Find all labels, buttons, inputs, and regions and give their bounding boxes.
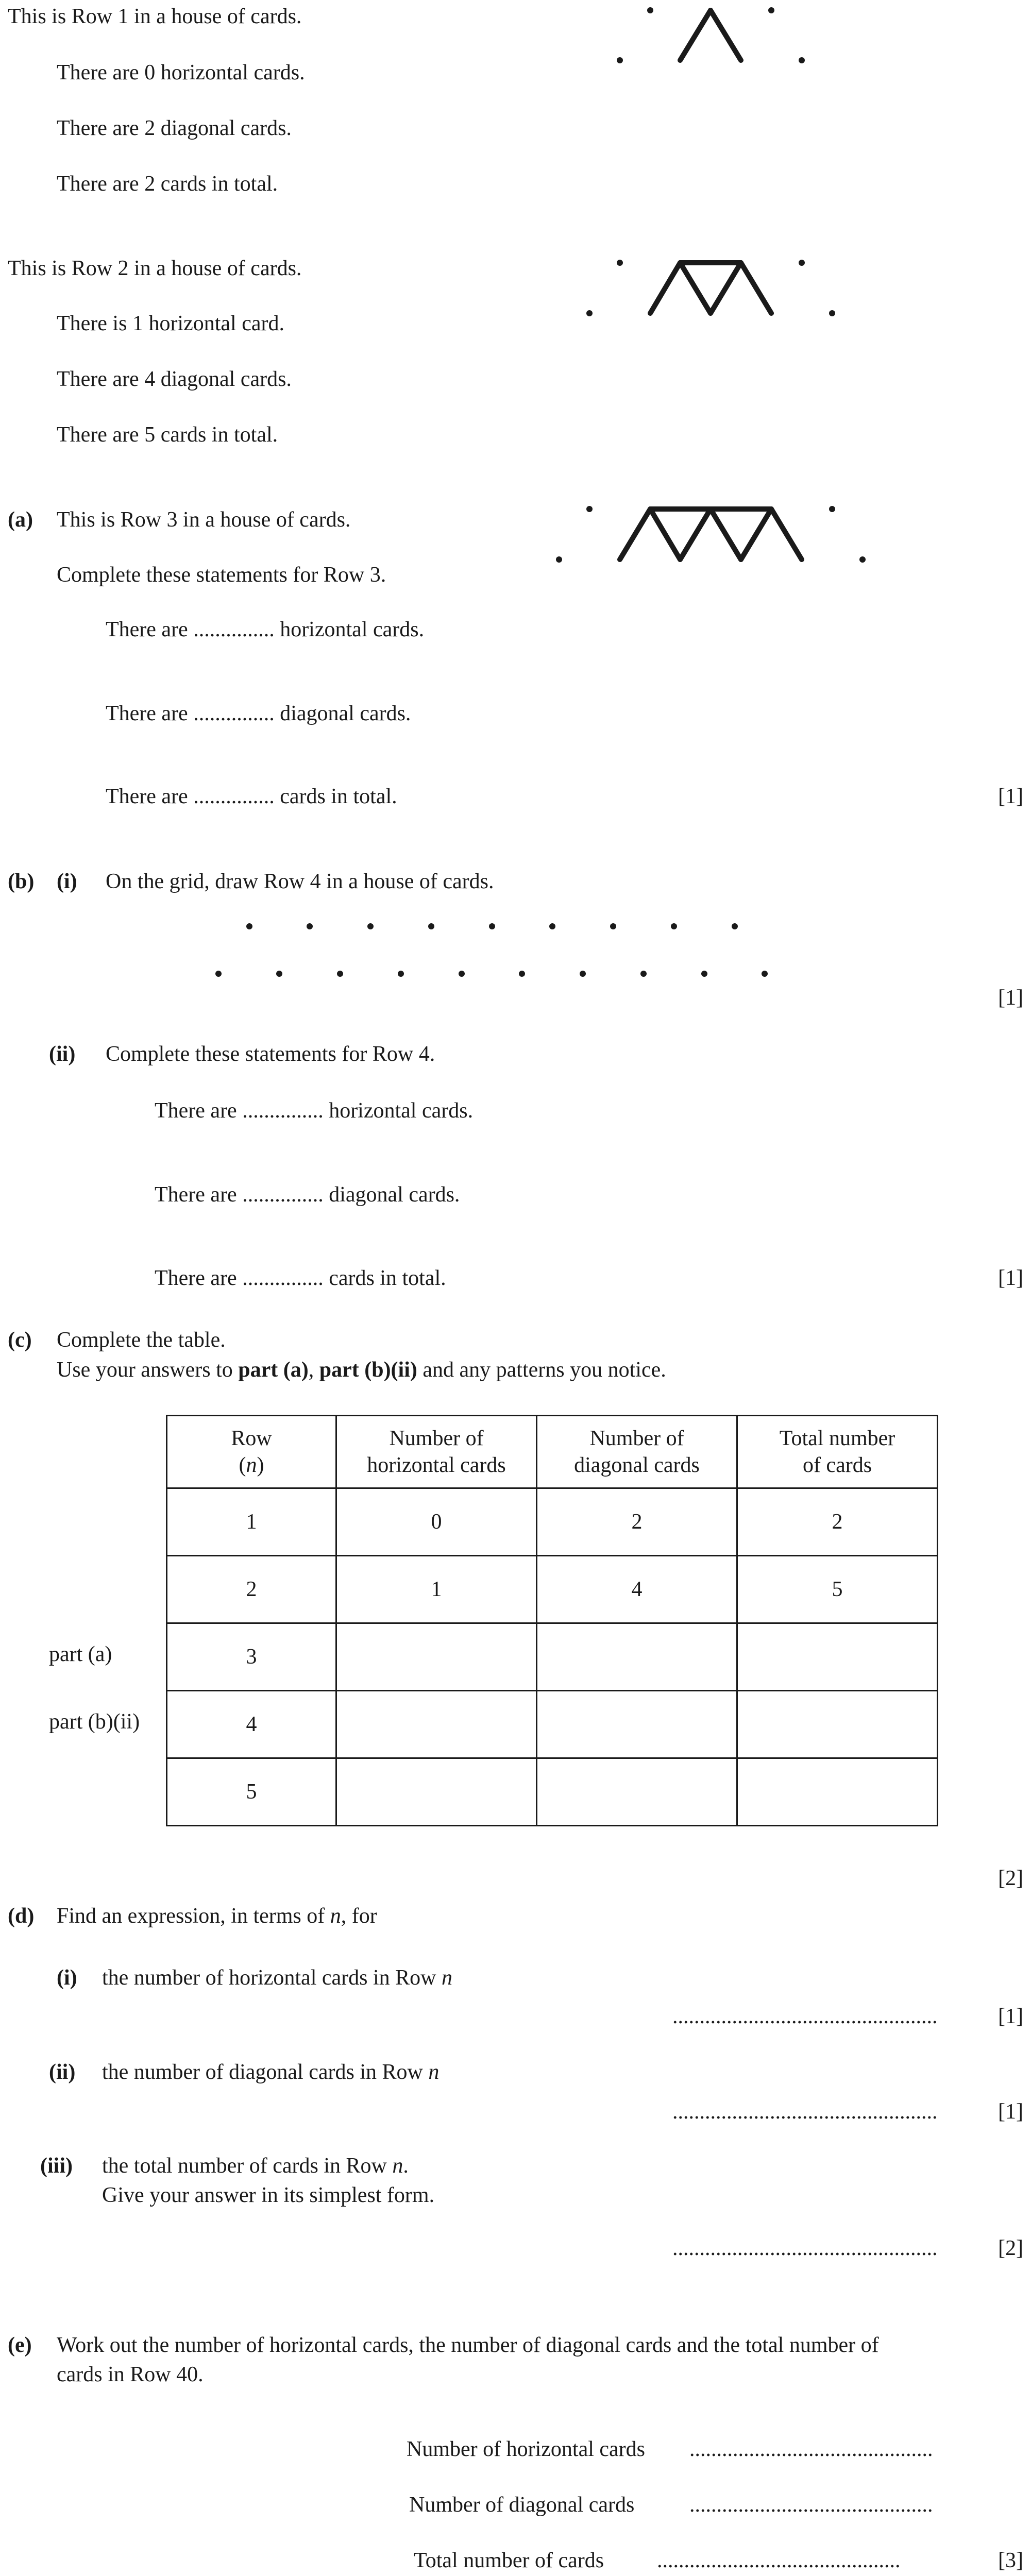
part-e-total-label: Total number of cards <box>414 2549 604 2572</box>
grid-dot <box>428 923 434 929</box>
row3-diagram <box>556 506 866 563</box>
grid-dot <box>647 7 653 13</box>
diagonal-card <box>771 509 802 560</box>
grid-dot <box>215 971 222 977</box>
part-b-label: (b) <box>8 870 35 893</box>
part-e-diagonal-answer[interactable]: ............................................. <box>689 2493 933 2517</box>
part-e-total-answer[interactable]: ............................................. <box>657 2549 901 2572</box>
grid-dot <box>829 310 835 316</box>
diagonal-card <box>711 509 741 560</box>
row1-total: There are 2 cards in total. <box>57 172 278 196</box>
part-c-marks: [2] <box>998 1867 1023 1890</box>
diagonal-card <box>650 263 680 313</box>
grid-dot <box>586 310 593 316</box>
table-answer-cell[interactable] <box>737 1758 938 1826</box>
part-c-instruction-1: Complete the table. <box>57 1328 226 1352</box>
part-e-horizontal-label: Number of horizontal cards <box>407 2437 646 2461</box>
diagonal-card <box>650 509 680 560</box>
grid-dot <box>701 971 707 977</box>
part-d-text-i: the number of horizontal cards in Row n <box>102 1966 452 1990</box>
header-horizontal: Number of horizontal cards <box>336 1416 537 1488</box>
grid-dot <box>617 260 623 266</box>
part-d-marks-i: [1] <box>998 2005 1023 2028</box>
table-cell: 3 <box>167 1623 336 1691</box>
part-c-instruction-2: Use your answers to part (a), part (b)(ii) and any patterns you notice. <box>57 1358 666 1382</box>
diagonal-card <box>680 263 711 313</box>
diagonal-card <box>680 509 711 560</box>
part-d-answer-iii[interactable]: ................................................. <box>672 2236 938 2260</box>
part-d-sub-i: (i) <box>57 1966 77 1990</box>
table-cell: 2 <box>537 1488 737 1556</box>
part-d-marks-ii: [1] <box>998 2100 1023 2124</box>
row4-dot-grid[interactable] <box>215 923 768 977</box>
grid-dot <box>799 260 805 266</box>
part-a-title: This is Row 3 in a house of cards. <box>57 508 351 532</box>
part-d-instruction: Find an expression, in terms of n, for <box>57 1904 377 1928</box>
part-d-answer-i[interactable]: ................................................. <box>672 2005 938 2028</box>
grid-dot <box>829 506 835 512</box>
part-d-sub-iii: (iii) <box>40 2154 73 2178</box>
part-b-instruction-i: On the grid, draw Row 4 in a house of cards. <box>106 870 494 893</box>
part-b-horizontal[interactable]: There are ............... horizontal cards. <box>155 1099 474 1123</box>
row2-diagonal: There are 4 diagonal cards. <box>57 367 292 391</box>
diagonal-card <box>680 10 711 60</box>
table-cell: 5 <box>737 1556 938 1623</box>
grid-dot <box>489 923 495 929</box>
header-total: Total number of cards <box>737 1416 938 1488</box>
row2-horizontal: There is 1 horizontal card. <box>57 312 284 335</box>
part-d-label: (d) <box>8 1904 35 1928</box>
row2-title: This is Row 2 in a house of cards. <box>8 257 302 280</box>
table-row <box>167 1623 938 1691</box>
table-cell: 5 <box>167 1758 336 1826</box>
grid-dot <box>586 506 593 512</box>
header-diagonal: Number of diagonal cards <box>537 1416 737 1488</box>
header-row-n: Row (n) <box>167 1416 336 1488</box>
part-a-horizontal[interactable]: There are ............... horizontal cards. <box>106 618 425 641</box>
part-e-line1: Work out the number of horizontal cards, the number of diagonal cards and the total number of <box>57 2333 879 2357</box>
part-a-diagonal[interactable]: There are ............... diagonal cards. <box>106 702 411 725</box>
grid-dot <box>459 971 465 977</box>
grid-dot <box>762 971 768 977</box>
side-label-part-b-ii: part (b)(ii) <box>49 1710 140 1734</box>
row1-diagram <box>617 7 805 63</box>
table-answer-cell[interactable] <box>737 1623 938 1691</box>
table-row <box>167 1758 938 1826</box>
table-cell: 1 <box>336 1556 537 1623</box>
grid-dot <box>556 556 562 563</box>
table-cell: 2 <box>737 1488 938 1556</box>
part-b-diagonal[interactable]: There are ............... diagonal cards. <box>155 1183 460 1207</box>
table-answer-cell[interactable] <box>537 1691 737 1758</box>
table-cell: 0 <box>336 1488 537 1556</box>
part-d-text-ii: the number of diagonal cards in Row n <box>102 2060 440 2084</box>
grid-dot <box>337 971 343 977</box>
part-b-sub-i: (i) <box>57 870 77 893</box>
row2-diagram <box>586 260 835 316</box>
grid-dot <box>617 57 623 63</box>
part-d-text-iii: the total number of cards in Row n. <box>102 2154 409 2178</box>
part-b-marks-i: [1] <box>998 986 1023 1010</box>
table-answer-cell[interactable] <box>537 1623 737 1691</box>
cards-table <box>166 1415 938 1826</box>
grid-dot <box>307 923 313 929</box>
grid-dot <box>671 923 677 929</box>
grid-dot <box>732 923 738 929</box>
table-answer-cell[interactable] <box>537 1758 737 1826</box>
part-b-marks-ii: [1] <box>998 1266 1023 1290</box>
table-row <box>167 1691 938 1758</box>
grid-dot <box>799 57 805 63</box>
table-cell: 1 <box>167 1488 336 1556</box>
table-header-row <box>167 1416 938 1488</box>
part-a-marks: [1] <box>998 785 1023 808</box>
part-b-instruction-ii: Complete these statements for Row 4. <box>106 1042 435 1066</box>
diagonal-card <box>741 509 771 560</box>
part-e-diagonal-label: Number of diagonal cards <box>409 2493 635 2517</box>
part-a-label: (a) <box>8 508 33 532</box>
table-answer-cell[interactable] <box>336 1623 537 1691</box>
row1-diagonal: There are 2 diagonal cards. <box>57 116 292 140</box>
grid-dot <box>398 971 404 977</box>
grid-dot <box>640 971 647 977</box>
row2-total: There are 5 cards in total. <box>57 423 278 447</box>
row1-horizontal: There are 0 horizontal cards. <box>57 61 305 84</box>
part-d-marks-iii: [2] <box>998 2236 1023 2260</box>
part-d-text-iii-2: Give your answer in its simplest form. <box>102 2183 435 2207</box>
grid-dot <box>549 923 555 929</box>
grid-dot <box>276 971 282 977</box>
table-cell: 4 <box>537 1556 737 1623</box>
table-cell: 4 <box>167 1691 336 1758</box>
side-label-part-a: part (a) <box>49 1642 112 1666</box>
part-e-marks: [3] <box>998 2549 1023 2572</box>
table-answer-cell[interactable] <box>336 1691 537 1758</box>
part-a-instruction: Complete these statements for Row 3. <box>57 563 386 587</box>
grid-dot <box>768 7 774 13</box>
part-d-sub-ii: (ii) <box>49 2060 76 2084</box>
diagonal-card <box>741 263 771 313</box>
part-e-horizontal-answer[interactable]: ............................................. <box>689 2437 933 2461</box>
diagonal-card <box>711 263 741 313</box>
diagonal-card <box>711 10 741 60</box>
part-a-total[interactable]: There are ............... cards in total. <box>106 785 397 808</box>
table-answer-cell[interactable] <box>336 1758 537 1826</box>
part-c-label: (c) <box>8 1328 32 1352</box>
grid-dot <box>859 556 866 563</box>
part-b-total[interactable]: There are ............... cards in total. <box>155 1266 446 1290</box>
grid-dot <box>367 923 374 929</box>
part-e-line2: cards in Row 40. <box>57 2363 204 2386</box>
grid-dot <box>610 923 616 929</box>
table-row <box>167 1556 938 1623</box>
grid-dot <box>246 923 252 929</box>
grid-dot <box>580 971 586 977</box>
table-cell: 2 <box>167 1556 336 1623</box>
grid-dot <box>519 971 525 977</box>
part-b-sub-ii: (ii) <box>49 1042 76 1066</box>
diagonal-card <box>620 509 650 560</box>
row1-title: This is Row 1 in a house of cards. <box>8 5 302 28</box>
part-e-label: (e) <box>8 2333 32 2357</box>
table-answer-cell[interactable] <box>737 1691 938 1758</box>
table-row <box>167 1488 938 1556</box>
part-d-answer-ii[interactable]: ................................................. <box>672 2100 938 2124</box>
